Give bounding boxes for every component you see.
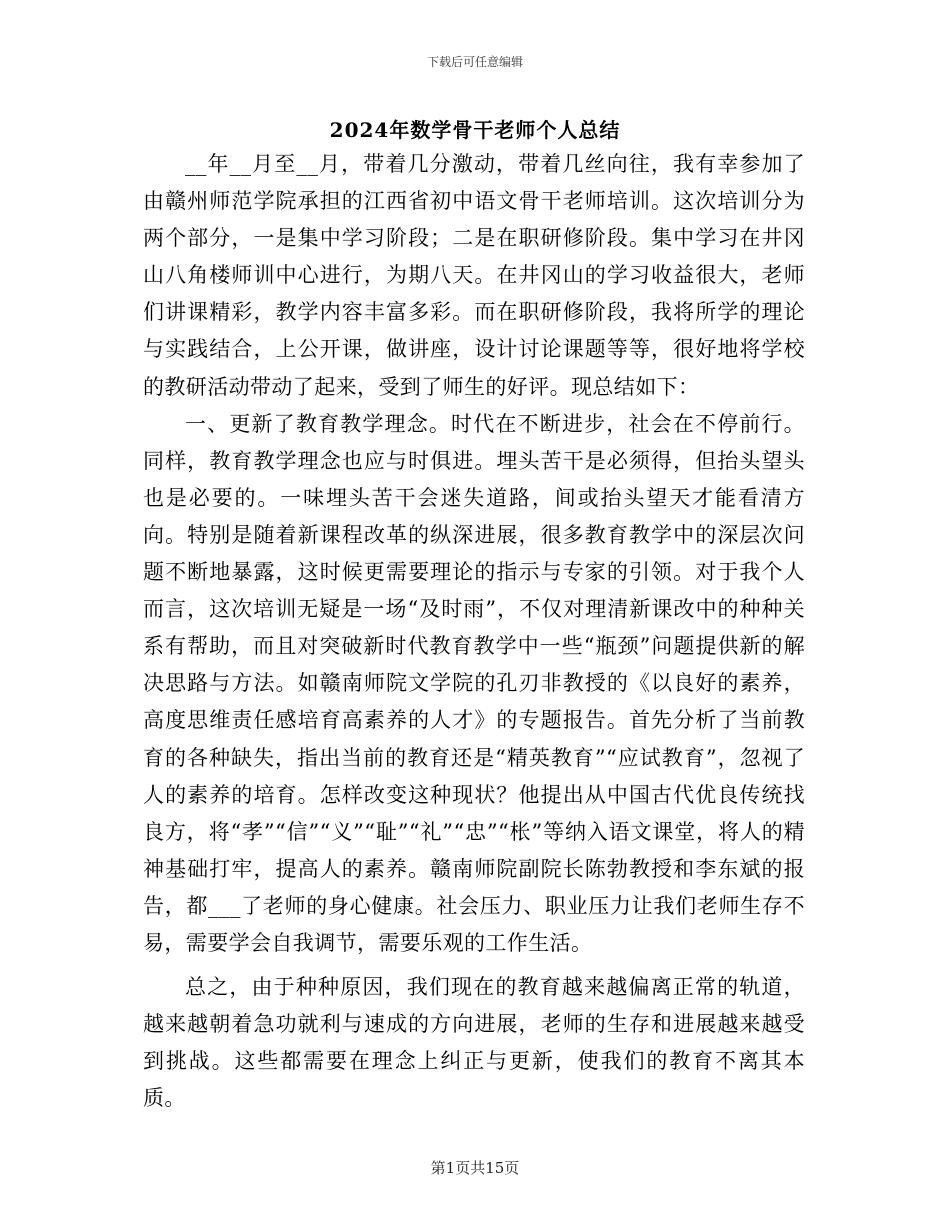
document-body (143, 146, 805, 1117)
document-title: 2024年数学骨干老师个人总结 (329, 118, 621, 142)
page-number-footer: 第1页共15页 (430, 1159, 520, 1177)
paragraph-intro: __年__月至__月，带着几分激动，带着几丝向往，我有幸参加了由赣州师范学院承担的江西省初中语文骨干老师培训。这次培训分为两个部分，一是集中学习阶段；二是在职研修阶段。集中学习在井冈山八角楼师训中心进行，为期八天。在井冈山的学习收益很大，老师们讲课精彩，教学内容丰富多彩。而在职研修阶段，我将所学的理论与实践结合，上公开课，做讲座，设计讨论课题等等，很好地将学校的教研活动带动了起来，受到了师生的好评。现总结如下： (143, 152, 805, 399)
paragraph-conclusion: 总之，由于种种原因，我们现在的教育越来越偏离正常的轨道，越来越朝着急功就利与速成的方向进展，老师的生存和进展越来越受到挑战。这些都需要在理念上纠正与更新，使我们的教育不离其本质。 (143, 975, 805, 1111)
paragraph-section-one: 一、更新了教育教学理念。时代在不断进步，社会在不停前行。同样，教育教学理念也应与时俱进。埋头苦干是必须得，但抬头望头也是必要的。一味埋头苦干会迷失道路，间或抬头望天才能看清方向。特别是随着新课程改革的纵深进展，很多教育教学中的深层次问题不断地暴露，这时候更需要理论的指示与专家的引领。对于我个人而言，这次培训无疑是一场“及时雨”，不仅对理清新课改中的种种关系有帮助，而且对突破新时代教育教学中一些“瓶颈”问题提供新的解决思路与方法。如赣南师院文学院的孔刃非教授的《以良好的素养，高度思维责任感培育高素养的人才》的专题报告。首先分析了当前教育的各种缺失，指出当前的教育还是“精英教育”“应试教育”，忽视了人的素养的培育。怎样改变这种现状？他提出从中国古代优良传统找良方，将“孝”“信”“义”“耻”“礼”“忠”“枨”等纳入语文课堂，将人的精神基础打牢，提高人的素养。赣南师院副院长陈勃教授和李东斌的报告，都___了老师的身心健康。社会压力、职业压力让我们老师生存不易，需要学会自我调节，需要乐观的工作生活。 (143, 411, 805, 955)
header-note: 下载后可任意编辑 (426, 55, 523, 69)
